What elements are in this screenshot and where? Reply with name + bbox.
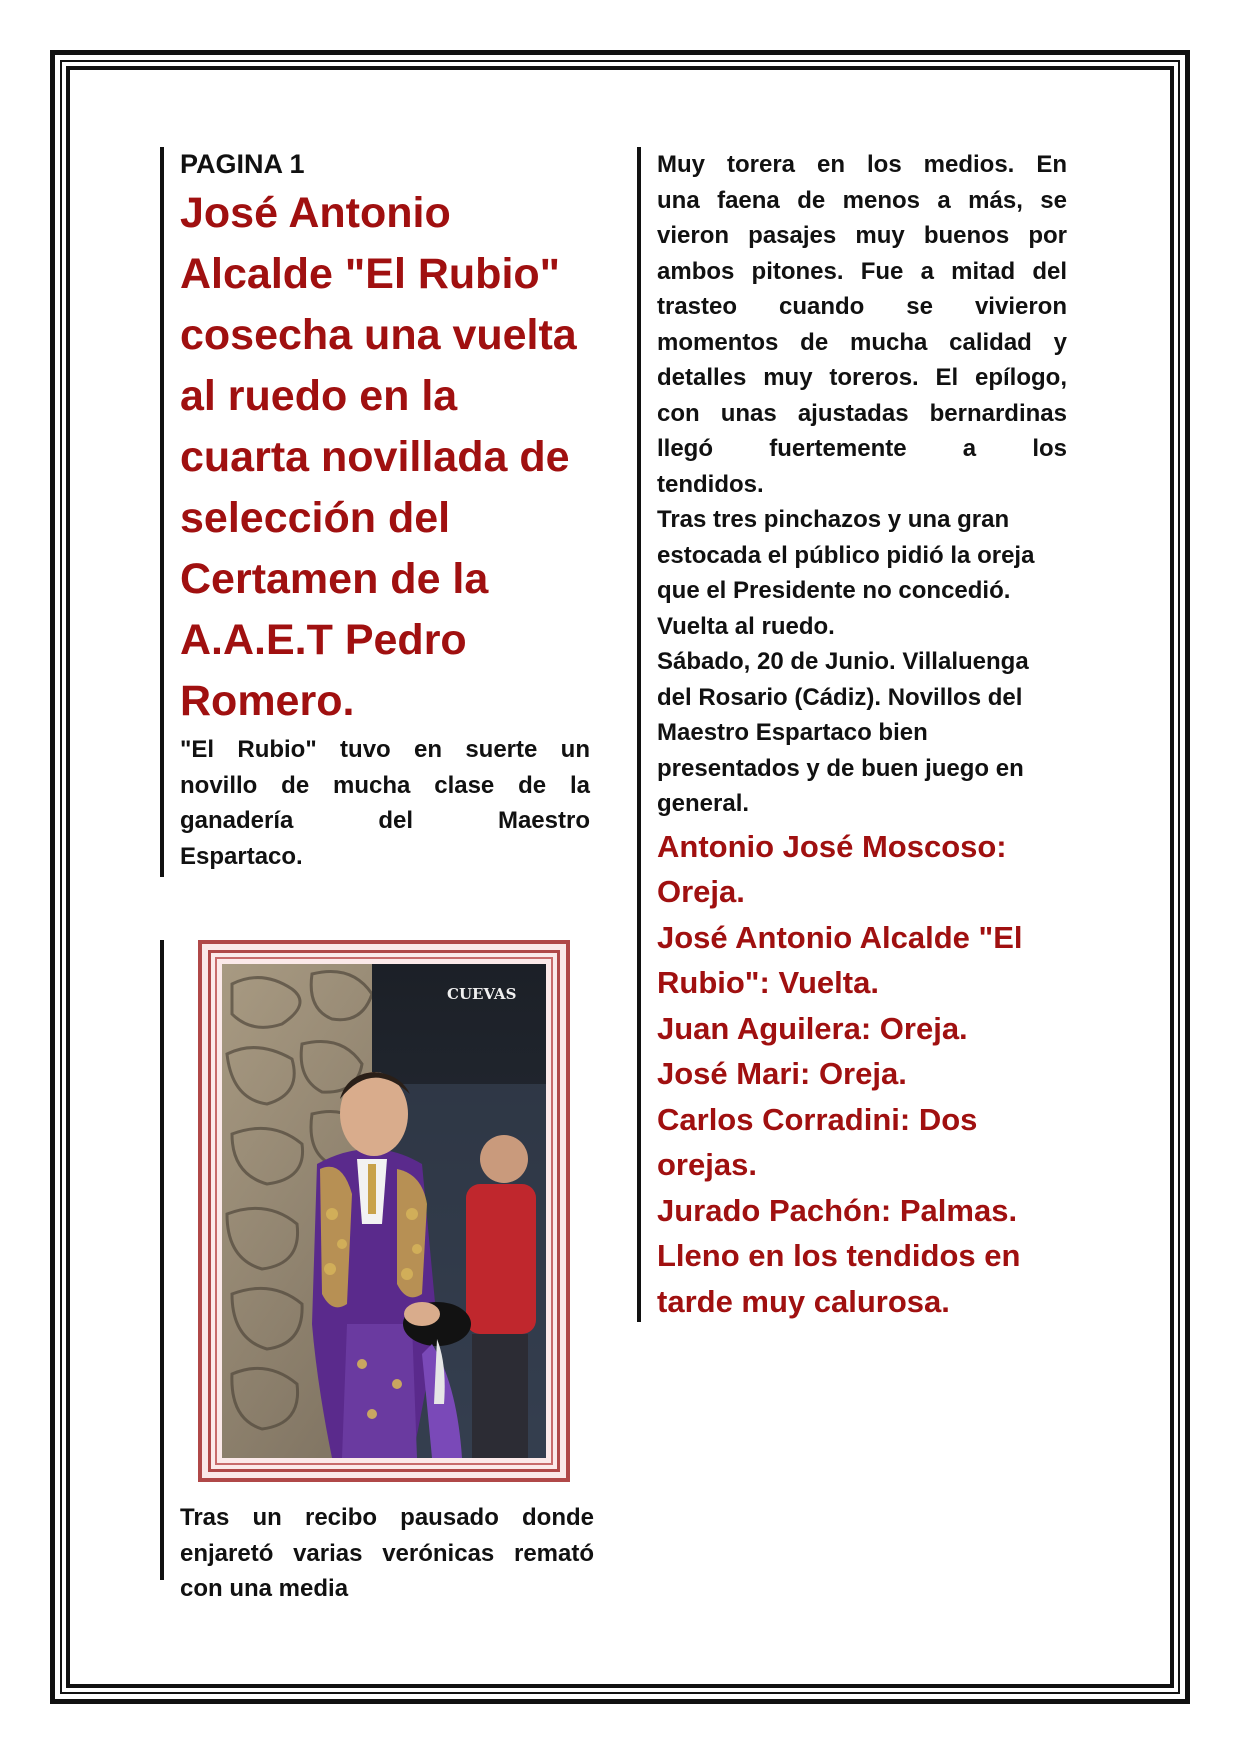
headline-line: Romero.: [180, 677, 355, 725]
right-line: tendidos.: [657, 470, 764, 498]
right-line: una faena de menos a más, se: [657, 186, 1067, 214]
right-line: Muy torera en los medios. En: [657, 151, 1067, 178]
headline-line: Certamen de la: [180, 555, 489, 603]
intro-line: "El Rubio" tuvo en suerte un: [180, 736, 590, 763]
headline-line: al ruedo en la: [180, 372, 458, 420]
result-line: Rubio": Vuelta.: [657, 965, 879, 1000]
right-paragraph: [657, 147, 1067, 502]
result-line: Juan Aguilera: Oreja.: [657, 1010, 968, 1046]
result-line: tarde muy calurosa.: [657, 1283, 950, 1319]
detail-line: Sábado, 20 de Junio. Villaluenga: [657, 648, 1029, 675]
result-line: José Antonio Alcalde "El: [657, 919, 1023, 955]
detail-line: Vuelta al ruedo.: [657, 612, 835, 640]
headline: [180, 183, 590, 732]
left-column-article: [160, 147, 590, 877]
result-line: orejas.: [657, 1147, 757, 1182]
photo-frame: [198, 940, 570, 1482]
photo-watermark: CUEVAS: [447, 985, 517, 1003]
right-line: con unas ajustadas bernardinas: [657, 399, 1067, 427]
detail-line: Maestro Espartaco bien: [657, 719, 928, 746]
headline-line: A.A.E.T Pedro: [180, 616, 467, 664]
photo-caption: [180, 1500, 594, 1607]
headline-line: selección del: [180, 494, 451, 542]
detail-line: general.: [657, 790, 750, 817]
result-line: Oreja.: [657, 874, 745, 909]
right-line: ambos pitones. Fue a mitad del: [657, 257, 1067, 285]
right-line: detalles muy toreros. El epílogo,: [657, 364, 1067, 391]
headline-line: cosecha una vuelta: [180, 311, 577, 359]
right-line: llegó fuertemente a los: [657, 435, 1067, 462]
right-line: vieron pasajes muy buenos por: [657, 222, 1067, 249]
headline-line: Alcalde "El Rubio": [180, 250, 561, 298]
headline-line: José Antonio: [180, 189, 451, 237]
detail-line: presentados y de buen juego en: [657, 754, 1024, 782]
page-label: PAGINA 1: [180, 149, 305, 179]
detail-line: que el Presidente no concedió.: [657, 577, 1011, 604]
intro-line: novillo de mucha clase de la: [180, 771, 590, 799]
detail-line: Tras tres pinchazos y una gran: [657, 506, 1010, 533]
result-line: Lleno en los tendidos en: [657, 1238, 1021, 1273]
detail-line: estocada el público pidió la oreja: [657, 541, 1035, 569]
right-line: momentos de mucha calidad y: [657, 328, 1067, 356]
intro-line: ganadería del Maestro: [180, 807, 590, 834]
caption-line: con una media: [180, 1575, 349, 1602]
right-line: trasteo cuando se vivieron: [657, 293, 1067, 320]
result-line: Jurado Pachón: Palmas.: [657, 1192, 1018, 1228]
result-line: Antonio José Moscoso:: [657, 828, 1007, 864]
bullfighter-illustration: [222, 964, 546, 1458]
result-line: Carlos Corradini: Dos: [657, 1101, 978, 1137]
intro-paragraph: [180, 732, 590, 874]
results-list: [657, 824, 1067, 1325]
left-column-photo-block: [160, 940, 594, 1602]
detail-line: del Rosario (Cádiz). Novillos del: [657, 683, 1023, 711]
right-column-article: [637, 147, 1067, 1322]
intro-line: Espartaco.: [180, 842, 303, 870]
result-line: José Mari: Oreja.: [657, 1056, 907, 1091]
caption-line: Tras un recibo pausado donde: [180, 1504, 594, 1531]
bullfighter-photo: [222, 964, 546, 1458]
caption-line: enjaretó varias verónicas remató: [180, 1539, 594, 1567]
headline-line: cuarta novillada de: [180, 433, 570, 481]
right-details: [657, 502, 1067, 822]
